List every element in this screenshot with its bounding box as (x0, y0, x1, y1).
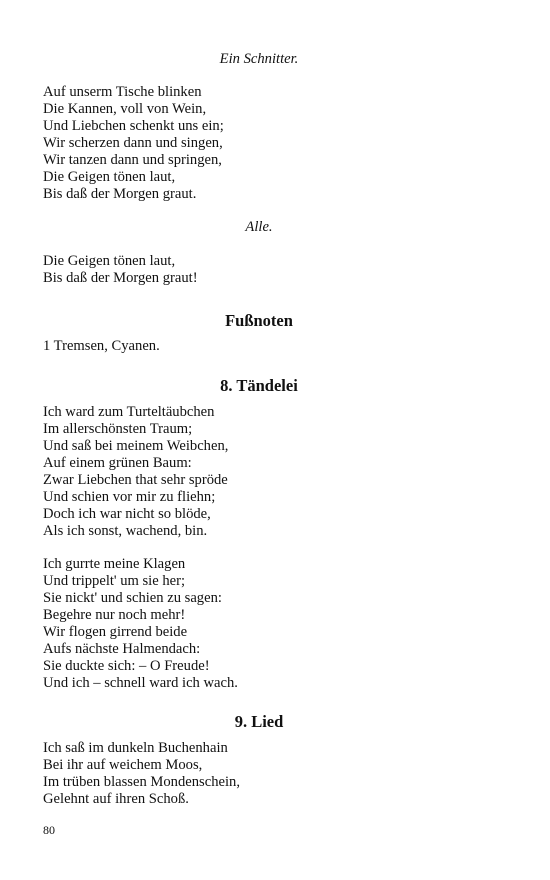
speaker-label: Ein Schnitter. (219, 51, 299, 67)
verse-line: Und schien vor mir zu fliehn; (43, 489, 216, 505)
verse-line: Begehre nur noch mehr! (43, 607, 186, 623)
verse-line: Aufs nächste Halmendach: (43, 641, 201, 657)
verse-line: Wir flogen girrend beide (43, 624, 188, 640)
verse-line: Ich ward zum Turteltäubchen (43, 404, 215, 420)
verse-line: Und ich – schnell ward ich wach. (43, 675, 238, 691)
verse-line: Die Geigen tönen laut, (43, 253, 176, 269)
verse-line: Ich saß im dunkeln Buchenhain (43, 740, 228, 756)
footnotes-heading: Fußnoten (225, 311, 293, 330)
verse-line: Bis daß der Morgen graut. (43, 186, 197, 202)
verse-line: Als ich sonst, wachend, bin. (43, 523, 208, 539)
verse-line: Und Liebchen schenkt uns ein; (43, 118, 224, 134)
speaker-label: Alle. (245, 219, 273, 235)
section-title: 8. Tändelei (220, 376, 298, 395)
verse-line: Und trippelt' um sie her; (43, 573, 186, 589)
page-number: 80 (43, 823, 55, 837)
section-title: 9. Lied (234, 712, 284, 731)
verse-line: Auf einem grünen Baum: (43, 455, 192, 471)
verse-line: Im allerschönsten Traum; (43, 421, 193, 437)
verse-line: Im trüben blassen Mondenschein, (43, 774, 240, 790)
verse-line: Gelehnt auf ihren Schoß. (43, 791, 189, 807)
verse-line: Zwar Liebchen that sehr spröde (43, 472, 228, 488)
verse-line: Die Geigen tönen laut, (43, 169, 176, 185)
verse-line: Auf unserm Tische blinken (43, 84, 202, 100)
verse-line: Die Kannen, voll von Wein, (43, 101, 207, 117)
verse-line: Sie nickt' und schien zu sagen: (43, 590, 222, 606)
verse-line: Doch ich war nicht so blöde, (43, 506, 211, 522)
verse-line: Sie duckte sich: – O Freude! (43, 658, 210, 674)
footnote: 1 Tremsen, Cyanen. (43, 338, 160, 354)
verse-line: Bei ihr auf weichem Moos, (43, 757, 203, 773)
verse-line: Wir tanzen dann und springen, (43, 152, 222, 168)
verse-line: Ich gurrte meine Klagen (43, 556, 186, 572)
verse-line: Wir scherzen dann und singen, (43, 135, 223, 151)
verse-line: Und saß bei meinem Weibchen, (43, 438, 229, 454)
verse-line: Bis daß der Morgen graut! (43, 270, 198, 286)
